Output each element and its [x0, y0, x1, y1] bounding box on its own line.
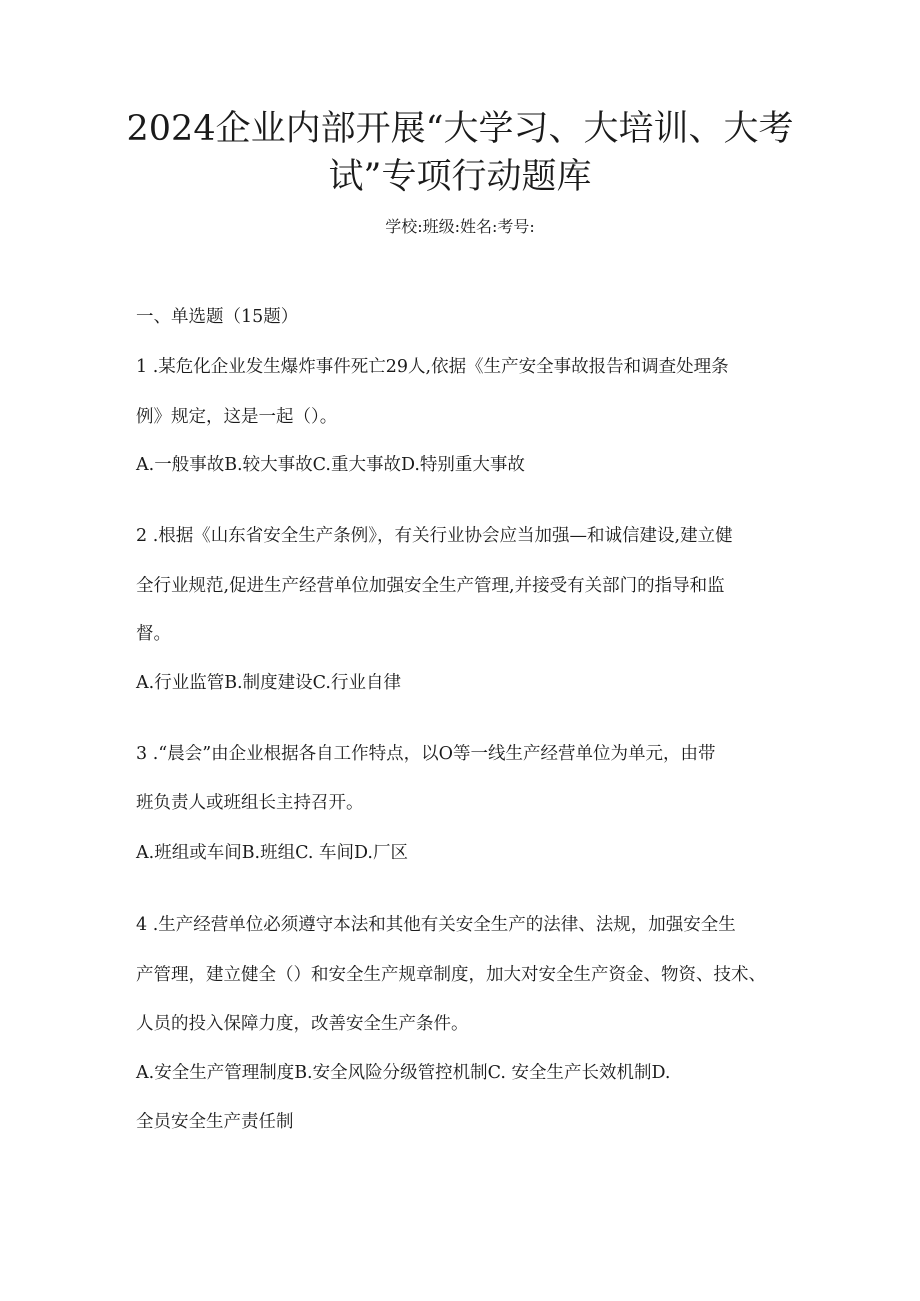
question-2-line-3: 督。	[136, 624, 171, 644]
question-1-line-2: 例》规定，这是一起（）。	[136, 407, 338, 427]
question-1-line-1: 1 .某危化企业发生爆炸事件死亡29人,依据《生产安全事故报告和调查处理条	[136, 357, 729, 377]
question-2-line-2: 全行业规范,促进生产经营单位加强安全生产管理,并接受有关部门的指导和监	[136, 576, 725, 596]
document-title-line-2: 试”专项行动题库	[328, 157, 592, 197]
question-3-options: A.班组或车间B.班组C. 车间D.厂区	[136, 843, 408, 863]
question-4-options-line-2: 全员安全生产责任制	[136, 1112, 294, 1132]
question-3-line-1: 3 .“晨会”由企业根据各自工作特点，以O等一线生产经营单位为单元，由带	[136, 744, 716, 764]
question-4-line-1: 4 .生产经营单位必须遵守本法和其他有关安全生产的法律、法规，加强安全生	[136, 915, 736, 935]
student-info-line: 学校:班级:姓名:考号:	[385, 217, 535, 236]
question-2-line-1: 2 .根据《山东省安全生产条例》，有关行业协会应当加强—和诚信建设,建立健	[136, 526, 733, 546]
question-4-options-line-1: A.安全生产管理制度B.安全风险分级管控机制C. 安全生产长效机制D.	[136, 1063, 671, 1083]
question-4-line-2: 产管理，建立健全（）和安全生产规章制度，加大对安全生产资金、物资、技术、	[136, 965, 766, 985]
question-4-line-3: 人员的投入保障力度，改善安全生产条件。	[136, 1014, 469, 1034]
document-title-line-1: 2024企业内部开展“大学习、大培训、大考	[126, 109, 794, 149]
question-3-line-2: 班负责人或班组长主持召开。	[136, 793, 364, 813]
question-1-options: A.一般事故B.较大事故C.重大事故D.特别重大事故	[136, 455, 525, 475]
section-heading: 一、单选题（15题）	[136, 307, 299, 327]
question-2-options: A.行业监管B.制度建设C.行业自律	[136, 673, 401, 693]
